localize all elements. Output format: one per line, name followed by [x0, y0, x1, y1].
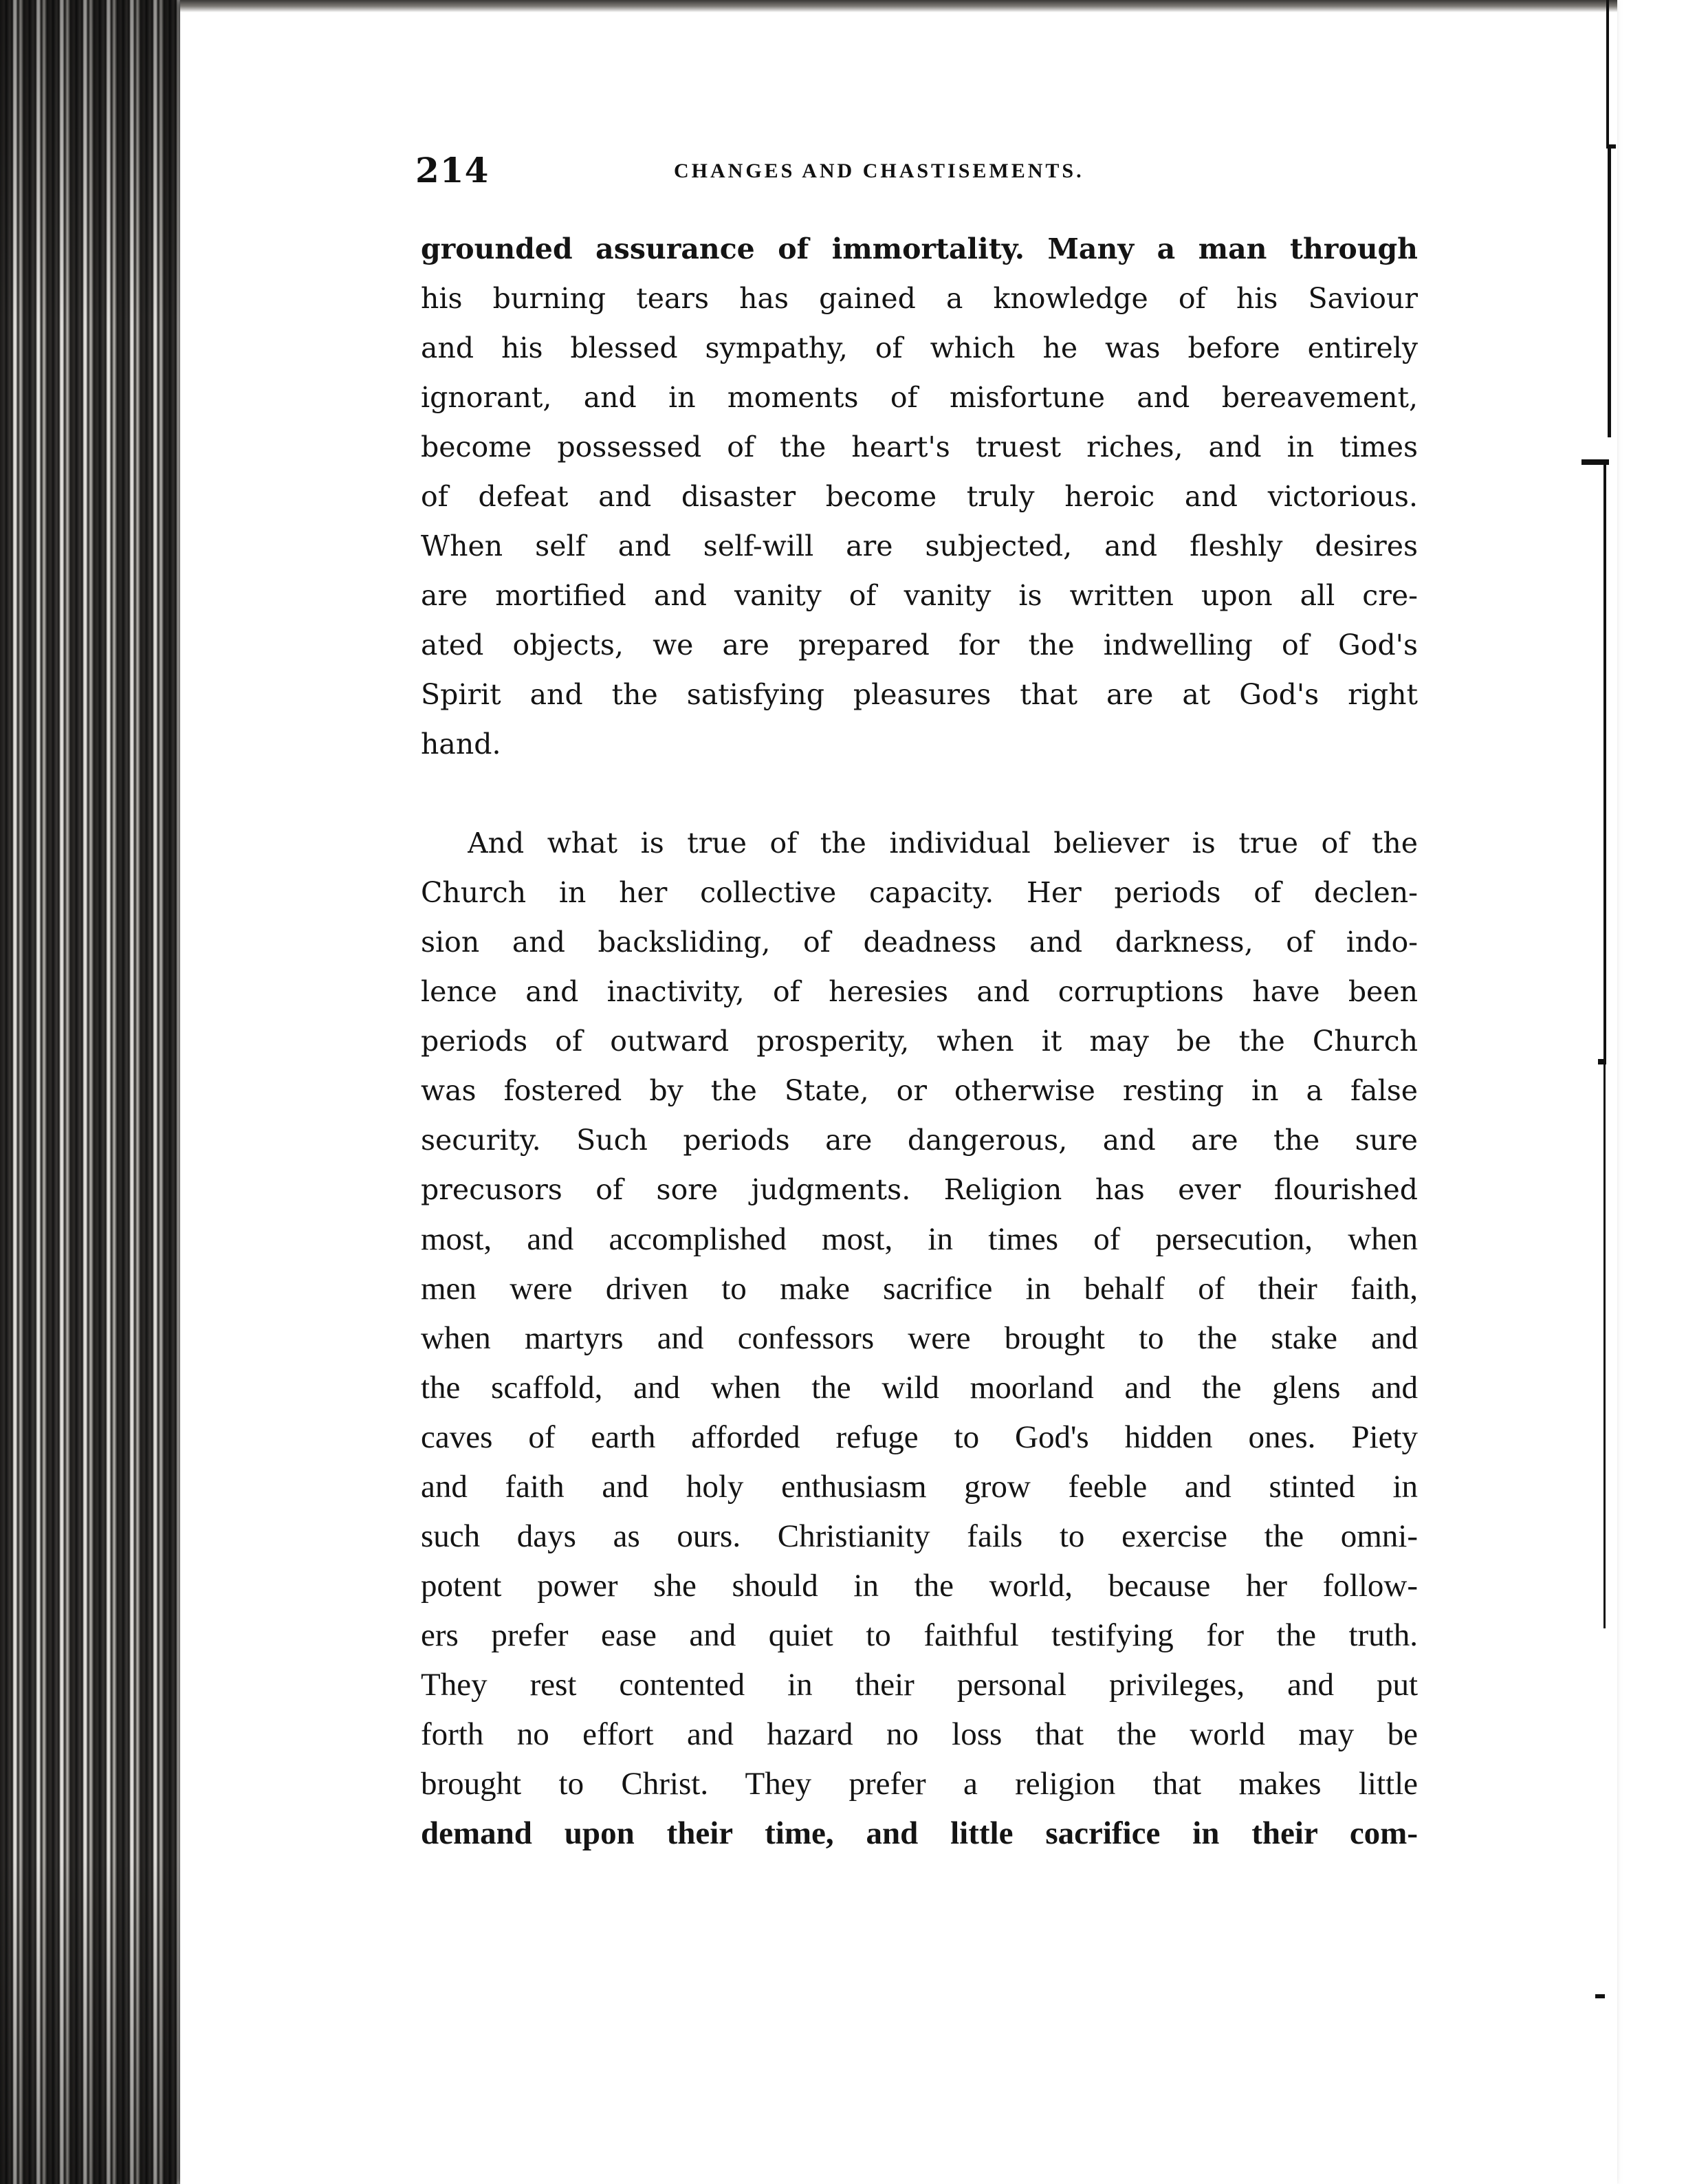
text-line: grounded assurance of immortality. Many a man through [421, 232, 1418, 265]
text-line: ignorant, and in moments of misfortune and bereavement, [421, 381, 1418, 414]
text-line: the scaffold, and when the wild moorland and the glens and [421, 1370, 1418, 1406]
text-line: when martyrs and confessors were brought to the stake and [421, 1320, 1418, 1356]
text-line: are mortified and vanity of vanity is written upon all cre- [421, 579, 1418, 612]
text-line: security. Such periods are dangerous, and are the sure [421, 1124, 1418, 1157]
text-line: Church in her collective capacity. Her periods of declen- [421, 876, 1418, 909]
text-line: and his blessed sympathy, of which he was before entirely [421, 331, 1418, 364]
text-line: was fostered by the State, or otherwise resting in a false [421, 1074, 1418, 1107]
right-edge-mark [1603, 465, 1606, 1063]
book-binding-edge [0, 0, 206, 2184]
top-edge-shadow [180, 0, 1617, 12]
text-line: caves of earth afforded refuge to God's hidden ones. Piety [421, 1419, 1418, 1455]
page-header [415, 150, 1419, 191]
text-line: And what is true of the individual believer is true of the [468, 827, 1418, 860]
text-line: hand. [421, 728, 501, 761]
right-edge-mark [1608, 149, 1611, 437]
right-edge-mark [1603, 1064, 1606, 1628]
text-line: Spirit and the satisfying pleasures that are at God's right [421, 678, 1418, 711]
text-line: potent power she should in the world, because her follow- [421, 1568, 1418, 1604]
text-line: brought to Christ. They prefer a religion that makes little [421, 1766, 1418, 1802]
text-line: men were driven to make sacrifice in behalf of their faith, [421, 1271, 1418, 1307]
text-line: precusors of sore judgments. Religion has ever flourished [421, 1173, 1418, 1206]
text-line: ers prefer ease and quiet to faithful testifying for the truth. [421, 1617, 1418, 1653]
right-edge-mark [1595, 1994, 1605, 1998]
text-line: demand upon their time, and little sacrifice in their com- [421, 1815, 1418, 1851]
text-line: forth no effort and hazard no loss that the world may be [421, 1716, 1418, 1752]
text-line: They rest contented in their personal privileges, and put [421, 1667, 1418, 1703]
text-line: his burning tears has gained a knowledge of his Saviour [421, 282, 1418, 315]
text-line: periods of outward prosperity, when it may be the Church [421, 1025, 1418, 1058]
text-line: sion and backsliding, of deadness and darkness, of indo- [421, 926, 1418, 959]
text-line: lence and inactivity, of heresies and corruptions have been [421, 975, 1418, 1008]
page-number: 214 [415, 150, 490, 190]
right-edge-mark [1606, 0, 1609, 144]
right-edge-mark [1581, 459, 1609, 465]
text-line: and faith and holy enthusiasm grow feeble and stinted in [421, 1469, 1418, 1505]
text-line: ated objects, we are prepared for the indwelling of God's [421, 629, 1418, 662]
text-line: of defeat and disaster become truly heroic and victorious. [421, 480, 1418, 513]
text-line: such days as ours. Christianity fails to exercise the omni- [421, 1518, 1418, 1554]
text-line: most, and accomplished most, in times of persecution, when [421, 1221, 1418, 1257]
running-head: CHANGES AND CHASTISEMENTS. [674, 160, 1084, 182]
text-line: become possessed of the heart's truest riches, and in times [421, 430, 1418, 463]
right-edge-mark [1598, 1059, 1606, 1064]
text-line: When self and self-will are subjected, and fleshly desires [421, 529, 1418, 563]
